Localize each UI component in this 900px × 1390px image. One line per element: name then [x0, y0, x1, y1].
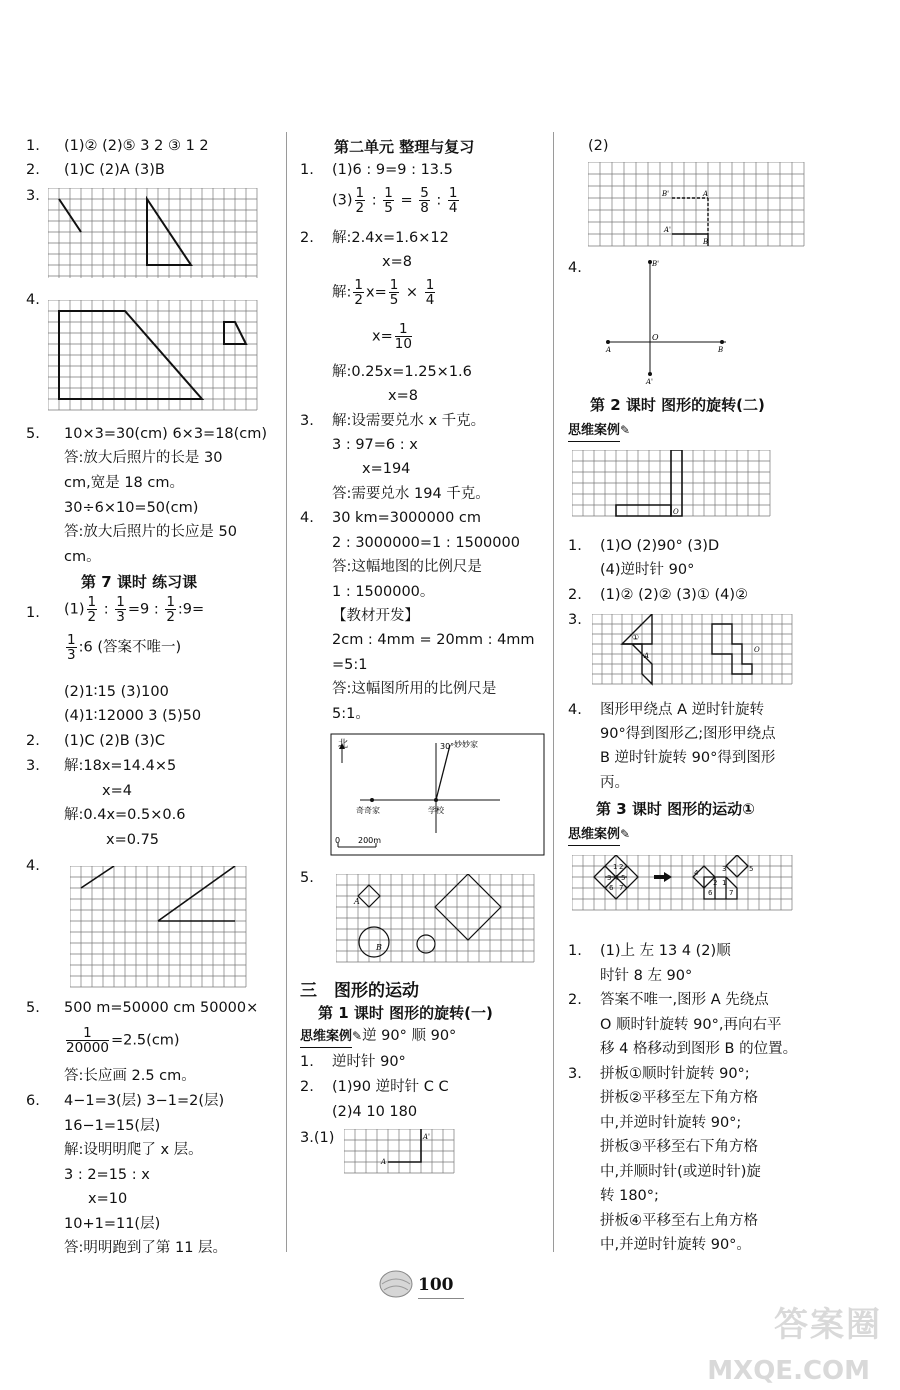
label: (3) — [332, 192, 353, 209]
answer-line: 解:2.4x=1.6×12 — [332, 230, 449, 246]
q-number: 5. — [300, 870, 314, 886]
answer-line: 90°得到图形乙;图形甲绕点 — [600, 726, 776, 742]
fraction — [165, 595, 176, 624]
answer-line: 答:放大后照片的长应是 50 — [64, 524, 237, 540]
unit3-title: 图形的运动 — [334, 981, 419, 1001]
piece-number: 7 — [619, 884, 624, 892]
fraction — [66, 1026, 109, 1055]
answer-line: (2) — [588, 138, 609, 154]
globe-icon — [376, 1266, 416, 1302]
answer-line: 答:明明跑到了第 11 层。 — [64, 1240, 228, 1256]
answer-line: 答:长应画 2.5 cm。 — [64, 1068, 196, 1084]
answer-line: (1)上 左 13 4 (2)顺 — [600, 943, 731, 959]
piece-number: 7 — [729, 889, 734, 897]
answer-line: x=194 — [362, 461, 411, 477]
text: =2.5(cm) — [110, 1032, 180, 1049]
answer-line: 逆时针 90° — [332, 1054, 406, 1070]
grid-figure-r3 — [344, 1129, 460, 1177]
think-case-tag: 思维案例 — [300, 1027, 352, 1048]
fraction — [87, 595, 98, 624]
answer-line: 丙。 — [600, 775, 629, 791]
fraction — [115, 595, 126, 624]
page-number-rule — [418, 1298, 464, 1299]
section-title: 第 2 课时 图形的旋转(二) — [590, 396, 765, 414]
answer-line: 16−1=15(层) — [64, 1118, 161, 1134]
q-number: 4. — [26, 858, 40, 874]
answer-line: 转 180°; — [600, 1188, 659, 1204]
numerator: 1 — [66, 1026, 109, 1041]
answer-line: (1)② (2)② (3)① (4)② — [600, 587, 748, 603]
numerator: 1 — [355, 185, 365, 201]
answer-line: x=10 — [88, 1191, 128, 1207]
answer-line: 答:放大后照片的长是 30 — [64, 450, 223, 466]
think-case-tag: 思维案例 — [568, 421, 620, 442]
numerator: 1 — [448, 185, 458, 201]
q-number: 2. — [568, 587, 582, 603]
q-number: 2. — [300, 1079, 314, 1095]
grid-figure-s2 — [588, 162, 812, 248]
numerator: 1 — [425, 277, 435, 293]
watermark-url: MXQE.COM — [707, 1356, 870, 1386]
piece-number: 3 — [607, 874, 612, 882]
book-icon: ✎ — [352, 1029, 363, 1043]
piece-number: 5 — [621, 874, 626, 882]
denominator: 4 — [448, 200, 458, 216]
point-label: A' — [423, 1133, 430, 1141]
answer-line: 时针 8 左 90° — [600, 968, 693, 984]
answer-line: 2cm : 4mm = 20mm : 4mm — [332, 632, 535, 648]
q-number: 1. — [300, 162, 314, 178]
answer-line: 拼板①顺时针旋转 90°; — [600, 1066, 750, 1082]
text: =9 : — [127, 601, 159, 618]
map-angle-label: 30° — [440, 742, 455, 751]
map-north-label: 北 — [338, 739, 348, 750]
fraction — [355, 186, 366, 215]
q-number: 2. — [300, 230, 314, 246]
answer-line: (1)C (2)B (3)C — [64, 733, 166, 749]
answer-line: =5:1 — [332, 657, 368, 673]
piece-number: 6 — [609, 884, 614, 892]
piece-number: 4 — [614, 874, 619, 882]
label: (1) — [64, 601, 85, 618]
q-number: 4. — [568, 260, 582, 276]
point-label: B' — [662, 190, 670, 198]
point-label: A — [606, 346, 612, 354]
q-number: 5. — [26, 426, 40, 442]
think-case-line — [568, 824, 630, 846]
piece-number: 1 — [722, 879, 727, 887]
q-number: 2. — [26, 733, 40, 749]
think-case-line — [300, 1026, 456, 1048]
answer-line: O 顺时针旋转 90°,再向右平 — [600, 1017, 782, 1033]
label: 解: — [332, 284, 352, 301]
point-label: A' — [646, 378, 653, 384]
answer-line: 答:这幅图所用的比例尺是 — [332, 681, 497, 697]
answer-line: 5:1。 — [332, 706, 370, 722]
fraction — [383, 186, 394, 215]
fraction-line — [372, 322, 414, 351]
denominator: 8 — [420, 200, 429, 216]
piece-number: 1 — [613, 863, 618, 871]
q-number: 2. — [568, 992, 582, 1008]
q-number: 3. — [26, 188, 40, 204]
denominator: 2 — [354, 292, 363, 308]
answer-line: 解:设明明爬了 x 层。 — [64, 1142, 203, 1158]
direction-map — [330, 733, 546, 857]
answer-line: (1)90 逆时针 C C — [332, 1079, 449, 1095]
column-divider-2 — [553, 132, 554, 1252]
point-label: B — [703, 238, 709, 246]
map-school-label: 学校 — [428, 806, 444, 815]
point-label: O — [673, 508, 679, 516]
unit-title: 第二单元 整理与复习 — [334, 138, 475, 156]
answer-line: 答案不唯一,图形 A 先绕点 — [600, 992, 769, 1008]
answer-line: (1)O (2)90° (3)D — [600, 538, 720, 554]
answer-line: 中,并逆时针旋转 90°; — [600, 1115, 742, 1131]
numerator: 5 — [420, 185, 429, 201]
point-label: B' — [652, 260, 660, 268]
piece-number: 2 — [713, 879, 718, 887]
fraction-line: (3) $\frac{1}{2}$ : $\frac{1}{5}$ = $\frac{5}{8}$ : $\frac{1}{4}$ — [332, 185, 458, 216]
book-icon: ✎ — [620, 423, 631, 437]
answer-line: (1)C (2)A (3)B — [64, 162, 165, 178]
fraction-line — [64, 1026, 180, 1055]
numerator: 1 — [354, 277, 363, 293]
point-label: O — [754, 646, 760, 654]
answer-line: B 逆时针旋转 90°得到图形 — [600, 750, 776, 766]
numerator: 1 — [384, 185, 393, 201]
answer-line: 解:0.4x=0.5×0.6 — [64, 807, 186, 823]
answer-line: 拼板④平移至右上角方格 — [600, 1213, 758, 1229]
answer-line: (2)1∶15 (3)100 — [64, 684, 169, 700]
point-label: A — [644, 652, 650, 660]
denominator: 2 — [166, 609, 175, 625]
q-number: 4. — [300, 510, 314, 526]
point-label: B — [376, 943, 382, 952]
answer-line: 10×3=30(cm) 6×3=18(cm) — [64, 426, 268, 442]
fraction-ratio-line: (1) $\frac{1}{2}$ : $\frac{1}{3}$ =9 : $\frac{1}{2}$ :9= — [64, 594, 205, 625]
numerator: 1 — [389, 277, 399, 293]
book-icon: ✎ — [620, 827, 631, 841]
q-number: 1. — [300, 1054, 314, 1070]
numerator: 1 — [87, 594, 97, 610]
answer-text: 逆 90° 顺 90° — [362, 1028, 457, 1044]
unit3-number: 三 — [300, 981, 317, 1001]
piece-label: ① — [632, 633, 640, 642]
q-number: 1. — [26, 605, 40, 621]
q-number: 6. — [26, 1093, 40, 1109]
answer-line: (4)逆时针 90° — [600, 562, 695, 578]
scale-label: 200m — [358, 836, 382, 845]
answer-line: 1 : 1500000。 — [332, 584, 435, 600]
piece-number: 6 — [708, 889, 713, 897]
grid-figure-p4 — [70, 866, 260, 991]
fraction — [425, 278, 436, 307]
answer-line: (4)1∶12000 3 (5)50 — [64, 708, 202, 724]
map-home-label: 妙妙家 — [454, 740, 478, 749]
fraction-line: 解: $\frac{1}{2}$ x= $\frac{1}{5}$ × $\frac{1}{4}$ — [332, 277, 435, 308]
text: :6 (答案不唯一) — [78, 639, 182, 656]
q-number: 4. — [26, 292, 40, 308]
answer-line: 3 : 97=6 : x — [332, 437, 418, 453]
grid-figure-think3 — [572, 855, 798, 913]
point-label: A' — [664, 226, 671, 234]
text: :9= — [177, 601, 205, 618]
piece-number: 5 — [749, 865, 754, 873]
answer-line: cm。 — [64, 549, 101, 565]
denominator: 20000 — [66, 1040, 109, 1056]
numerator: 1 — [395, 322, 412, 337]
piece-number: 2 — [619, 863, 624, 871]
answer-line: 中,并顺时针(或逆时针)旋 — [600, 1164, 761, 1180]
q-number: 3. — [300, 413, 314, 429]
answer-line: 30÷6×10=50(cm) — [64, 500, 199, 516]
section-title: 第 1 课时 图形的旋转(一) — [318, 1004, 493, 1022]
piece-number: 4 — [694, 869, 699, 877]
answer-line: 图形甲绕点 A 逆时针旋转 — [600, 702, 765, 718]
answer-line: 拼板③平移至右下角方格 — [600, 1139, 758, 1155]
answer-line: x=4 — [102, 783, 132, 799]
answer-line: 10+1=11(层) — [64, 1216, 161, 1232]
q-number: 3. — [26, 758, 40, 774]
answer-line: (1)② (2)⑤ 3 2 ③ 1 2 — [64, 138, 209, 154]
section-title: 第 7 课时 练习课 — [81, 573, 198, 591]
label: x= — [372, 328, 393, 345]
text: x= — [365, 284, 387, 301]
answer-line: 解:18x=14.4×5 — [64, 758, 177, 774]
fraction — [389, 278, 400, 307]
numerator: 1 — [116, 594, 125, 610]
fraction — [448, 186, 459, 215]
answer-line: 30 km=3000000 cm — [332, 510, 482, 526]
answer-line: 中,并逆时针旋转 90°。 — [600, 1237, 751, 1253]
fraction — [66, 633, 77, 662]
denominator: 2 — [87, 609, 97, 625]
denominator: 4 — [425, 292, 435, 308]
answer-line: x=8 — [388, 388, 418, 404]
q-number: 3.(1) — [300, 1130, 335, 1146]
answer-line: x=8 — [382, 254, 412, 270]
column-divider-1 — [286, 132, 287, 1252]
answer-line: 4−1=3(层) 3−1=2(层) — [64, 1093, 225, 1109]
fraction — [353, 278, 364, 307]
fraction-ratio-line — [64, 633, 181, 662]
numerator: 1 — [67, 632, 76, 648]
point-label: A — [703, 190, 709, 198]
denominator: 3 — [67, 647, 76, 663]
grid-figure-t3 — [592, 614, 798, 686]
point-label: O — [652, 333, 659, 342]
q-number: 2. — [26, 162, 40, 178]
answer-line: 答:需要兑水 194 千克。 — [332, 486, 490, 502]
answer-line: 3 : 2=15 : x — [64, 1167, 150, 1183]
denominator: 5 — [389, 292, 399, 308]
q-number: 3. — [568, 612, 582, 628]
denominator: 2 — [355, 200, 365, 216]
think-case-tag: 思维案例 — [568, 825, 620, 846]
answer-line: 拼板②平移至左下角方格 — [600, 1090, 758, 1106]
think-case-line — [568, 420, 630, 442]
q-number: 1. — [568, 943, 582, 959]
axes-figure-s4 — [602, 254, 732, 384]
denominator: 3 — [116, 609, 125, 625]
map-home-label: 奇奇家 — [356, 806, 380, 815]
q-number: 1. — [26, 138, 40, 154]
answer-line: 解:设需要兑水 x 千克。 — [332, 413, 486, 429]
answer-line: 【教材开发】 — [332, 608, 419, 624]
answer-line: cm,宽是 18 cm。 — [64, 475, 184, 491]
point-label: B — [718, 346, 724, 354]
answer-line: (2)4 10 180 — [332, 1104, 418, 1120]
denominator: 5 — [384, 200, 393, 216]
answer-line: 移 4 格移动到图形 B 的位置。 — [600, 1041, 798, 1057]
answer-line: 500 m=50000 cm 50000× — [64, 1000, 259, 1016]
scale-zero: 0 — [335, 836, 341, 845]
q-number: 5. — [26, 1000, 40, 1016]
section-title: 第 3 课时 图形的运动① — [596, 800, 755, 818]
q-number: 1. — [568, 538, 582, 554]
fraction — [419, 186, 430, 215]
q-number: 4. — [568, 702, 582, 718]
piece-number: 3 — [722, 865, 727, 873]
point-label: A — [381, 1158, 387, 1166]
q-number: 3. — [568, 1066, 582, 1082]
page-number: 100 — [418, 1275, 454, 1295]
numerator: 1 — [166, 594, 175, 610]
watermark: 答案圈 — [774, 1305, 882, 1345]
grid-figure-3 — [48, 188, 266, 280]
grid-figure-think2 — [572, 450, 778, 520]
grid-figure-4 — [48, 300, 266, 412]
answer-line: x=0.75 — [106, 832, 160, 848]
point-label: A — [354, 897, 360, 906]
denominator: 10 — [394, 336, 412, 352]
fraction — [395, 322, 412, 351]
answer-line: 解:0.25x=1.25×1.6 — [332, 364, 472, 380]
answer-line: (1)6 : 9=9 : 13.5 — [332, 162, 453, 178]
answer-line: 答:这幅地图的比例尺是 — [332, 559, 482, 575]
answer-line: 2 : 3000000=1 : 1500000 — [332, 535, 520, 551]
grid-figure-q5 — [336, 874, 546, 966]
